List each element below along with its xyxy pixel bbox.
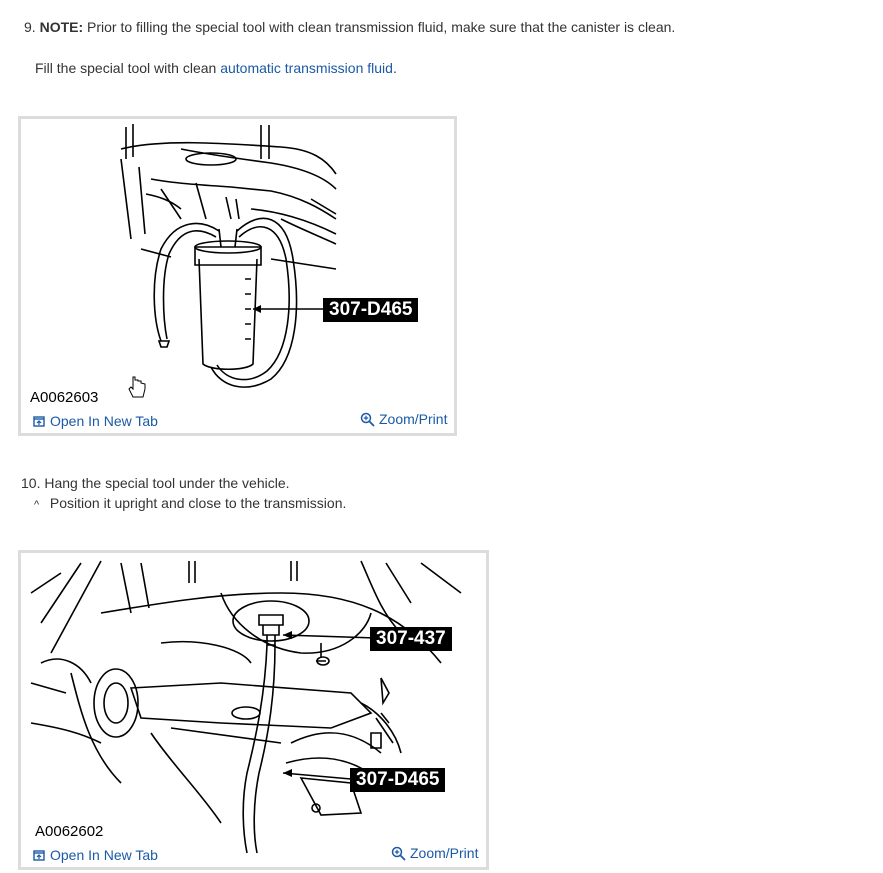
special-tool-under-vehicle-illustration <box>21 553 486 867</box>
fill-text-end: . <box>392 60 397 76</box>
fluid-link[interactable]: automatic transmission fluid <box>220 60 393 76</box>
step-number: 9. <box>24 19 36 35</box>
hand-cursor-icon <box>129 377 145 397</box>
zoom-print-button[interactable] <box>360 411 447 427</box>
step-10 <box>21 474 290 492</box>
zoom-print-label: Zoom/Print <box>379 411 448 427</box>
open-in-new-tab-button[interactable] <box>33 847 158 863</box>
zoom-icon <box>360 412 375 427</box>
note-text: Prior to filling the special tool with clean transmission fluid, make sure that the canister is clean. <box>83 19 676 35</box>
transmission-fluid-canister-illustration <box>21 119 454 433</box>
open-in-new-tab-label: Open In New Tab <box>50 413 158 429</box>
open-in-new-tab-button[interactable] <box>33 413 158 429</box>
open-new-tab-icon <box>33 415 46 428</box>
note-label: NOTE: <box>39 19 84 35</box>
zoom-print-button[interactable] <box>391 845 478 861</box>
step-number: 10. <box>21 475 41 491</box>
figure-2 <box>18 550 489 870</box>
step-9 <box>24 18 675 36</box>
zoom-print-label: Zoom/Print <box>410 845 479 861</box>
substep-marker: ^ <box>34 499 40 511</box>
zoom-icon <box>391 846 406 861</box>
substep-text: Position it upright and close to the transmission. <box>49 495 347 511</box>
substep <box>34 494 346 514</box>
callout-307-437: 307-437 <box>370 627 452 651</box>
fill-text: Fill the special tool with clean <box>35 60 221 76</box>
callout-307-d465: 307-D465 <box>323 298 418 322</box>
step-text: Hang the special tool under the vehicle. <box>44 475 290 491</box>
figure-id: A0062603 <box>30 389 99 406</box>
open-in-new-tab-label: Open In New Tab <box>50 847 158 863</box>
figure-1 <box>18 116 457 436</box>
callout-307-d465: 307-D465 <box>350 768 445 792</box>
fill-instruction <box>35 59 397 77</box>
figure-id: A0062602 <box>35 823 104 840</box>
open-new-tab-icon <box>33 849 46 862</box>
